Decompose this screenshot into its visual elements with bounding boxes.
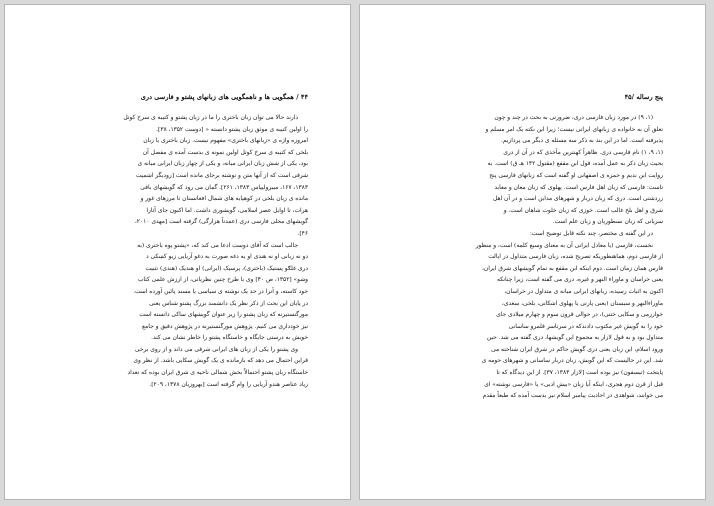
text-line: بلخی که کتیبه ی سرخ کوتل اولین نمونه ی بدست آمده ی مفصل آن <box>142 149 308 156</box>
running-header-right: پنج رساله /۴۵ <box>624 93 663 101</box>
text-line: دارند حالا می توان زبان باختری را ما در زبان پشتو و کتیبه ی سرخ کوتل <box>123 115 298 121</box>
text-line: دو نه زبانی او نه هندی او یه دغه صورت به دغو آریایی زیو کښکی د <box>145 254 308 261</box>
left-page <box>4 4 351 500</box>
text-line: خوارزمی و سکایی ختنی)، در حوالی قرون سوم و چهارم میلادی جای <box>496 312 663 319</box>
text-line: سریانی که زبان نسطوریان و زبان علم است. <box>552 219 663 226</box>
text-line: بحیث زبان ذکر به عمل آمده، قول ابن مقفع (مقتول ۱۴۲ هـ ق) است. به <box>487 161 663 168</box>
text-line: تاست: فارسی که زبان اهل فارس است. پهلوی که زبان معان و معابد <box>494 184 663 191</box>
body-text-left <box>43 113 308 391</box>
text-line: گویشهای محلی فارسی دری (عمدتاً هزارگی) گرفته است [مهدی ۲۰۱۰، <box>134 219 308 226</box>
text-line: جالب است که آقای دوست ادعا می کند که، «پشتو پوه باختری (به <box>137 242 298 249</box>
text-line: دری غلګو پښتیک (باختری)، پرسیک (ایرانی) او هندیک (هندی) تثبیت <box>145 265 308 272</box>
paragraph <box>398 113 663 229</box>
paragraph <box>398 241 663 403</box>
paragraph <box>43 113 308 241</box>
text-line: مورگنستیرنه که زبان پشتو را زیر عنوان گویشهای ساکی دانسته است <box>139 312 308 319</box>
text-line: بود، یکی از شش زبان ایرانی میانه، و یکی از چهار زبان ایرانی میانه ی <box>137 161 308 168</box>
text-line: (۱، ۹) در مورد زبان فارسی دری، ضرورتی به بحث در چند و چون <box>494 115 653 121</box>
text-line: ماوراءالنهر و سیستان (یعنی پارتی یا پهلوی اشکانی، بلخی، سغدی، <box>501 300 663 307</box>
text-line: خود را به گویش غیر مکتوب دادندکه در سرتاسر قلمرو ساسانی <box>508 323 663 330</box>
text-line: قبل از قرن دوم هجری، اینکه آیا زبان «بیش ادبی» یا «فارسی نوشته» ای <box>484 381 663 388</box>
text-line: را اولین کتیبه ی موثق زبان پشتو دانسته « [دوست ۱۳۵۲، ۳۸]. <box>156 126 308 133</box>
text-line: نخست، فارسی (یا معادل ایرانی آن به معنای وسیع کلمه) است، و منظور <box>475 242 653 249</box>
text-line: خود کاسته، و آنرا در حد یک نوشته ی سیاسی یا مسند پائین آورده است. <box>133 288 308 295</box>
running-header-left: ۴۴ / همگویی ها و ناهمگویی های زبانهای پشتو و فارسی دری <box>140 93 308 101</box>
text-line: متداول بود و به قول لازار به مجموع این گویشها، دری گفته می شد. حین <box>486 335 663 342</box>
text-line: پایتخت (تیسفون) نیز بوده است [لازار ۱۳۸۳، ۳۷]. از این دیدگاه که تا <box>496 370 663 377</box>
text-line: هرات، تا اوایل عصر اسلامی، گویشوری داشت. اما اکنون جای آثارا <box>146 207 308 214</box>
text-line: از فارسی دوم، هماهنطوریکه تصریح شده، زبان فارسی متداول در ایالت <box>488 254 663 261</box>
text-line: پذیرفته است. اما در این بند به ذکر سه مسئله ی دیگر می پردازیم. <box>500 138 663 145</box>
text-line: روایت ابن ندیم و حمزه ی اصفهانی او گفته است که زبانهای فارسی پنج <box>489 172 663 179</box>
text-line: قراین احتمال می دهد که بازمانده ی یک گویش سکایی باشد. از نظر وی <box>133 358 308 365</box>
text-line: می خوانند، شواهدی در احادیث پیامبر اسلام نیز بدست آمده که طبعاً مقدم <box>482 393 663 400</box>
text-line: ۱۳۸۳، ۱۶۷، میبرولیپاس ۱۳۸۳، ۲۶۱]. گمان می رود که گویشهای باقی <box>140 184 308 191</box>
text-line: شد. این در حالیست که این گویش، زبان دربار ساسانی و شهرهای حومه ی <box>481 358 663 365</box>
text-line: زیاد عناصر هندو آریایی را وام گرفته است [بهروزیان ۱۳۷۸، ۲۰۹]. <box>149 381 308 388</box>
text-line: نیز خودداری می کنیم. پژوهش مورگنستیرنه در پژوهش دقیق و جامع <box>142 323 308 330</box>
text-line: مانده ی زبان بلخی در کوهپایه های شمال افغانستان تا مرزهای غور و <box>140 196 308 203</box>
text-line: شرق و اهل بلخ غالب است. خوزی که زبان خلوت شاهان است. و <box>503 207 663 214</box>
text-line: وی پشتو را یکی از زبان های ایرانی شرقی می داند و از روی برخی <box>134 346 298 353</box>
text-line: امروزه واژه ی «زبانهای باختری» مفهوم نیست. زبان باختری یا زبان <box>143 138 308 145</box>
text-line: در پایان این بحث از ذکر نظر یک دانشمند بزرگ پشتو شناس یعنی <box>149 300 308 307</box>
text-line: فارس همان زمان است. دوم اینکه ابن مقفع به تمام گویشهای شرق ایران، <box>482 265 663 272</box>
paragraph <box>43 241 308 345</box>
text-line: وشو» [۱۳۵۲، ص ۴۰] وی با طرح چنین نظریاتی، از ارزش علمی کتاب <box>137 277 308 284</box>
text-line: ورود اسلام، این زبان یعنی دری گویش حاکم در شرق ایران شناخته می <box>491 346 663 353</box>
text-line: یعنی خراسان و ماوراء النهر و غیره، دری می گفته است، زیرا چنانکه <box>497 277 663 284</box>
text-line: خویش به درستی جایگاه و خاستگاه پشتو را خاطر نشان می کند. <box>151 335 308 342</box>
text-line: اکنون به اثبات رسیده، زبانهای ایرانی میانه ی متداول در خراسان، <box>504 288 663 295</box>
paragraph <box>43 345 308 391</box>
paragraph <box>398 229 663 241</box>
body-text-right <box>398 113 663 403</box>
text-line: خاستگاه زبان پشتو احتمالاً بخش شمالی ناحیه ی شرق ایران بوده که تعداد <box>127 370 308 377</box>
text-line: شرقی است که از آنها متن و نوشته برجای مانده است [رودیگر اشمیت <box>135 172 308 179</box>
right-page <box>359 4 706 500</box>
text-line: در این گفته ی مختصر، چند نکته قابل توضیح است: <box>529 230 653 237</box>
text-line: زردشتی است. دری که زبان دربار و شهرهای مداین است و در آن اهل <box>492 196 663 203</box>
text-line: ۴۶]. <box>297 230 308 237</box>
text-line: تعلق آن به خانواده ی زبانهای ایرانی نیست؛ زیرا این نکته یک امر مسلم و <box>485 126 663 133</box>
text-line: (۱، ۹، ۱) نام فارسی دری. ظاهراً کهنترین مآخذی که در آن از دری <box>503 149 663 156</box>
